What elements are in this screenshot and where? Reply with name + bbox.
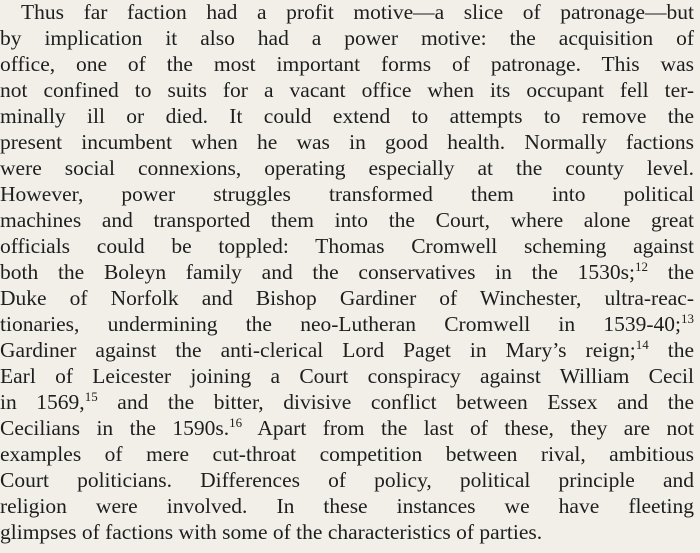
text-line bbox=[0, 259, 694, 285]
line-text: the bbox=[647, 260, 694, 284]
line-text: were social connexions, operating especially at the county level. bbox=[0, 156, 694, 180]
text-line bbox=[0, 233, 694, 259]
text-line bbox=[0, 389, 694, 415]
line-text: examples of mere cut-throat competition between rival, ambitious bbox=[0, 442, 694, 466]
line-text: glimpses of factions with some of the characteristics of parties. bbox=[0, 520, 543, 544]
text-line bbox=[0, 467, 694, 493]
text-line bbox=[0, 25, 694, 51]
line-text: Cecilians in the 1590s. bbox=[0, 416, 230, 440]
text-line bbox=[0, 519, 660, 545]
line-text: office, one of the most important forms of patronage. This was bbox=[0, 52, 694, 76]
line-text: present incumbent when he was in good health. Normally factions bbox=[0, 130, 694, 154]
line-text: in 1569, bbox=[0, 390, 85, 414]
line-text: not confined to suits for a vacant office when its occupant fell ter- bbox=[0, 78, 694, 102]
line-text: tionaries, undermining the neo-Lutheran Cromwell in 1539-40; bbox=[0, 312, 681, 336]
line-text: Gardiner against the anti-clerical Lord Paget in Mary’s reign; bbox=[0, 338, 636, 362]
line-text: Thus far faction had a profit motive—a slice of patronage—but bbox=[21, 0, 694, 24]
line-text: officials could be toppled: Thomas Cromwell scheming against bbox=[0, 234, 694, 258]
line-text: minally ill or died. It could extend to attempts to remove the bbox=[0, 104, 694, 128]
text-line bbox=[0, 441, 694, 467]
line-text: both the Boleyn family and the conservatives in the 1530s; bbox=[0, 260, 635, 284]
text-line bbox=[0, 493, 694, 519]
line-text: and the bitter, divisive conflict between Essex and the bbox=[97, 390, 694, 414]
text-line bbox=[0, 311, 694, 337]
footnote-marker: 16 bbox=[229, 415, 243, 430]
text-line bbox=[0, 181, 694, 207]
footnote-marker: 15 bbox=[84, 389, 98, 404]
text-line bbox=[0, 0, 694, 25]
text-line bbox=[0, 207, 694, 233]
text-line bbox=[0, 51, 694, 77]
text-line bbox=[0, 415, 694, 441]
footnote-marker: 12 bbox=[634, 259, 648, 274]
line-text: Court politicians. Differences of policy, political principle and bbox=[0, 468, 694, 492]
text-line bbox=[0, 285, 694, 311]
footnote-marker: 14 bbox=[635, 337, 649, 352]
line-text: the bbox=[648, 338, 694, 362]
text-line bbox=[0, 129, 694, 155]
line-text: Duke of Norfolk and Bishop Gardiner of Winchester, ultra-reac- bbox=[0, 286, 694, 310]
line-text: Earl of Leicester joining a Court conspiracy against William Cecil bbox=[0, 364, 694, 388]
text-line bbox=[0, 155, 694, 181]
line-text: However, power struggles transformed them into political bbox=[0, 182, 694, 206]
line-text: machines and transported them into the Court, where alone great bbox=[0, 208, 694, 232]
text-line bbox=[0, 103, 694, 129]
footnote-marker: 13 bbox=[681, 311, 694, 326]
text-line bbox=[0, 337, 694, 363]
line-text: religion were involved. In these instances we have fleeting bbox=[0, 494, 694, 518]
text-line bbox=[0, 363, 694, 389]
text-line bbox=[0, 77, 694, 103]
line-text: Apart from the last of these, they are not bbox=[242, 416, 694, 440]
line-text: by implication it also had a power motive: the acquisition of bbox=[0, 26, 694, 50]
